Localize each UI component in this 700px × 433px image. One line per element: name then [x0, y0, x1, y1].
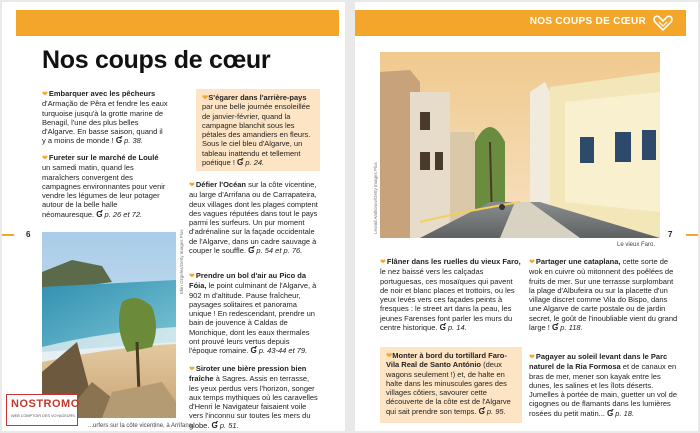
heart-icon: ❤: [529, 259, 535, 266]
heart-icon: ❤: [529, 354, 535, 361]
photo-credit-left: Ekin Ozgeles/Getty Images Plus: [179, 229, 184, 294]
page-number-right: 7: [668, 230, 673, 239]
page-ref: Ɠ p. 95.: [478, 406, 506, 416]
guide-ref-icon: Ɠ: [478, 406, 485, 416]
page-number-left: 6: [26, 230, 31, 239]
guide-ref-icon: Ɠ: [96, 209, 103, 219]
heart-hands-icon: [652, 13, 674, 33]
page-number-tick-right: [686, 234, 698, 236]
heart-icon: ❤: [202, 93, 209, 102]
page-ref: Ɠ p. 24.: [237, 158, 265, 168]
heart-icon: ❤: [189, 273, 195, 280]
page-number-tick-left: [2, 234, 14, 236]
street-illustration: [380, 52, 660, 238]
right-page: [355, 2, 698, 431]
guide-ref-icon: Ɠ: [211, 420, 218, 430]
guide-ref-icon: Ɠ: [439, 323, 446, 333]
guide-ref-icon: Ɠ: [237, 158, 244, 168]
page-ref: Ɠ p. 51.: [211, 420, 239, 430]
photo-arrifana-beach: [42, 232, 176, 418]
header-band-right: [355, 10, 686, 36]
entry-cataplana: ❤Partager une cataplana, cette sorte de wok en cuivre où mitonnent des poêlées de fruits de mer. Sur une terrasse surplombant la plage d'Albufeira ou sur la placette d'un village discret comme Vila do Bispo, dans une Algarve de carte postale ou de jardin secret, le goût de l'inoubliable vient du grand large ! Ɠ p. 118.: [529, 257, 678, 333]
page-ref: Ɠ p. 26 et 72.: [96, 209, 143, 219]
nostromo-logo: NOSTROMO WEB COMPTOIR DES VOYAGEURS: [6, 394, 78, 426]
highlight-box-tortillard: ❤Monter à bord du tortillard Faro-Vila Real de Santo António (deux wagons seulement !) et, de halte en halte dans les minuscules gares des villages côtiers, savourer cette découverte de la côte est de l'Algarve qui sait prendre son temps. Ɠ p. 95.: [380, 347, 522, 423]
page-ref: Ɠ p. 18.: [606, 408, 635, 418]
heart-icon: ❤: [42, 91, 48, 98]
page-ref: Ɠ p. 38.: [115, 136, 143, 146]
highlight-box-arriere-pays: ❤S'égarer dans l'arrière-pays par une belle journée ensoleillée de janvier-février, quand la campagne blanchit sous les pétales des amandiers en fleurs. Sous le ciel bleu d'Algarve, un tableau inattendu et tellement poétique ! Ɠ p. 24.: [196, 89, 320, 171]
page-ref: Ɠ p. 14.: [439, 323, 467, 333]
page-ref: Ɠ p. 43-44 et 79.: [250, 346, 308, 356]
heart-icon: ❤: [386, 351, 393, 360]
photo-caption-left: ...urfers sur la côte vicentine, à Arrifana.: [88, 423, 194, 429]
header-band-left: [16, 10, 339, 36]
entry-ria-formosa: ❤Pagayer au soleil levant dans le Parc naturel de la Ria Formosa et de canaux en bras de mer, mener son kayak entre les dunes, les salines et les îlots déserts. Jumelles à portée de main, guetter un vol de cigognes ou de flamants dans les lumières rosées du petit matin... Ɠ p. 18.: [529, 352, 678, 418]
page-title: Nos coups de cœur: [42, 46, 271, 74]
guide-ref-icon: Ɠ: [250, 346, 257, 356]
photo-caption-right: Le vieux Faro.: [617, 242, 656, 248]
guide-ref-icon: Ɠ: [248, 246, 255, 256]
entry-ocean: ❤Défier l'Océan sur la côte vicentine, au large d'Arrifana ou de Carrapateira, deux villages dont les plages comptent des vagues réputées dans tout le pays parmi les surfeurs. Un pur moment d'adrénaline sur la façade occidentale de l'Algarve, dans un cadre sauvage à couper le souffle. Ɠ p. 54 et p. 76.: [189, 180, 318, 256]
guide-ref-icon: Ɠ: [606, 408, 614, 418]
guide-ref-icon: Ɠ: [115, 136, 123, 146]
photo-credit-right: Leonid Andronov/Getty Images Plus: [373, 162, 378, 234]
photo-old-faro: [380, 52, 660, 238]
guide-ref-icon: Ɠ: [551, 323, 559, 333]
entry-faro: ❤Flâner dans les ruelles du vieux Faro, le nez baissé vers les calçadas portuguesas, ces mosaïques qui pavent de noir et blanc places et trottoirs, ou les yeux levés vers ces façades peints à fresques : le street art dans la peau, les jeunes Farenses font parler les murs du centre historique. Ɠ p. 14.: [380, 257, 521, 333]
heart-icon: ❤: [380, 259, 386, 266]
page-ref: Ɠ p. 54 et p. 76.: [248, 246, 303, 256]
beach-illustration: [42, 232, 176, 418]
heart-icon: ❤: [42, 155, 48, 162]
left-page: [2, 2, 345, 431]
heart-icon: ❤: [189, 182, 195, 189]
page-ref: Ɠ p. 118.: [551, 323, 583, 333]
band-title: NOS COUPS DE CŒUR: [529, 16, 646, 27]
entry-pecheurs: ❤Embarquer avec les pêcheurs d'Armação de Pêra et fendre les eaux turquoise jusqu'à la grotte marine de Benagil, l'une des plus belles d'Algarve. En basse saison, quand il y a moins de monde ! Ɠ p. 38.: [42, 89, 168, 146]
entry-sagres: ❤Siroter une bière pression bien fraîche à Sagres. Assis en terrasse, les yeux perdus vers l'horizon, songer aux temps mythiques où les caravelles d'Henri le Navigateur faisaient voile vers l'inconnu sur toutes les mers du globe. Ɠ p. 51.: [189, 364, 318, 430]
entry-pico-da-foia: ❤Prendre un bol d'air au Pico da Fóia, le point culminant de l'Algarve, à 902 m d'altitude. Pause fraîcheur, paysages solitaires et panorama unique ! En redescendant, prendre un bain de jouvence à Caldas de Monchique, dont les eaux thermales ont prouvé leurs vertus depuis l'époque romaine. Ɠ p. 43-44 et 79.: [189, 271, 317, 356]
heart-icon: ❤: [189, 366, 195, 373]
entry-loule: ❤Fureter sur le marché de Loulé un samedi matin, quand les maraîchers convergent des campagnes environnantes pour venir vendre les légumes de leur potager autour de la belle halle néomauresque. Ɠ p. 26 et 72.: [42, 153, 166, 219]
